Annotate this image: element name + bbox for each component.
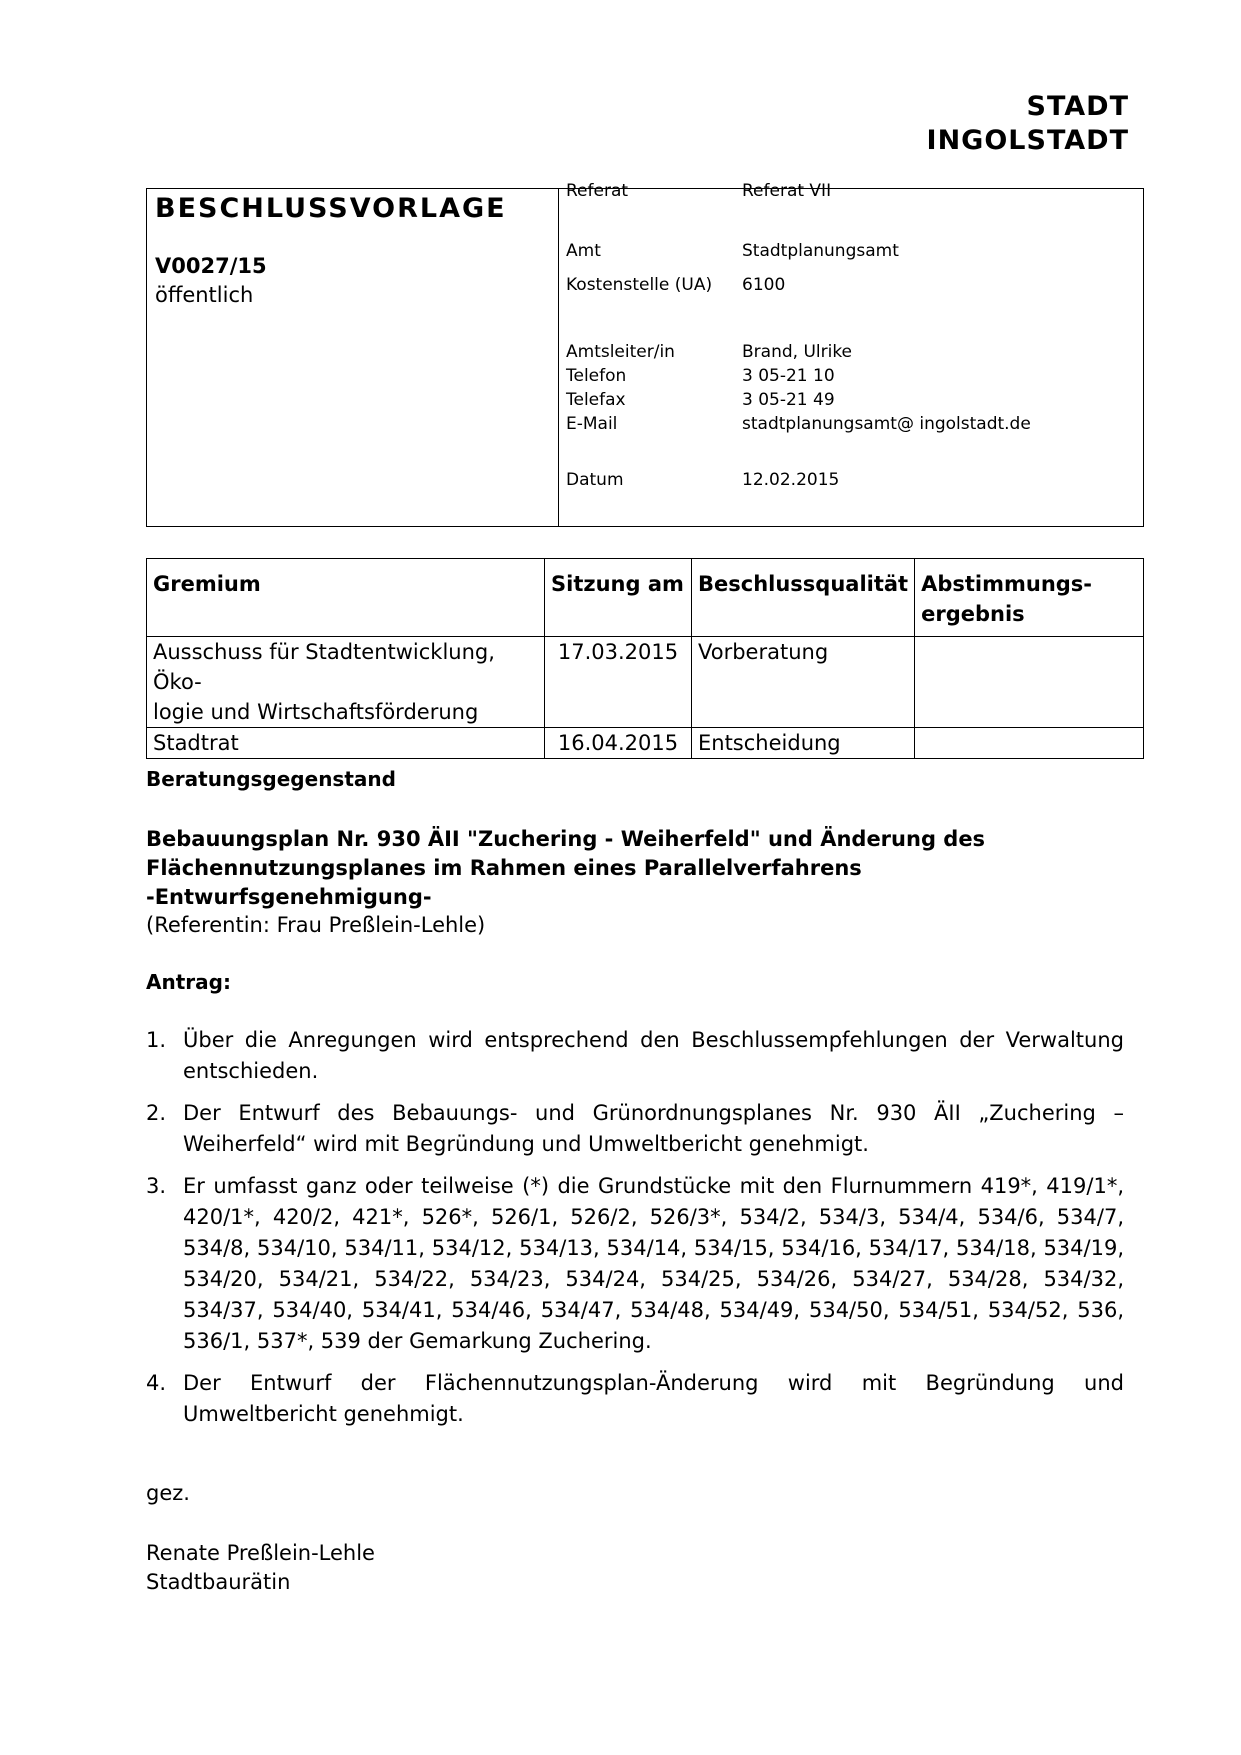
cell-result bbox=[915, 637, 1144, 728]
field-value-telefon: 3 05-21 10 bbox=[742, 366, 835, 386]
cell-date: 17.03.2015 bbox=[545, 637, 692, 728]
field-value-amtsleiter: Brand, Ulrike bbox=[742, 342, 853, 362]
list-item-text: Der Entwurf des Bebauungs- und Grünordnungsplanes Nr. 930 ÄII „Zuchering – Weiherfeld“ wird mit Begründung und Umweltbericht genehmigt. bbox=[183, 1101, 1124, 1156]
signatory-name: Renate Preßlein-Lehle bbox=[146, 1541, 375, 1565]
list-item bbox=[146, 1025, 1124, 1087]
signature-block bbox=[146, 1539, 375, 1597]
field-label-telefax: Telefax bbox=[566, 390, 626, 410]
field-value-telefax: 3 05-21 49 bbox=[742, 390, 835, 410]
signatory-title: Stadtbaurätin bbox=[146, 1570, 291, 1594]
speaker-note: (Referentin: Frau Preßlein-Lehle) bbox=[146, 913, 486, 937]
field-label-amtsleiter: Amtsleiter/in bbox=[566, 342, 675, 362]
list-item bbox=[146, 1368, 1124, 1430]
list-item-text: Der Entwurf der Flächennutzungsplan-Änderung wird mit Begründung und Umweltbericht genehmigt. bbox=[183, 1371, 1124, 1426]
header-abstimmungsergebnis bbox=[915, 559, 1144, 637]
cell-gremium-line1: Ausschuss für Stadtentwicklung, Öko- bbox=[153, 640, 495, 694]
document-header-box bbox=[146, 181, 1144, 527]
field-value-kostenstelle: 6100 bbox=[742, 275, 786, 295]
list-item-number: 1. bbox=[146, 1028, 167, 1052]
header-sitzung: Sitzung am bbox=[545, 559, 692, 637]
field-label-referat: Referat bbox=[566, 181, 629, 201]
list-item-text: Über die Anregungen wird entsprechend den Beschlussempfehlungen der Verwaltung entschieden. bbox=[183, 1028, 1124, 1083]
table-row bbox=[147, 637, 1144, 728]
header-beschlussqualitaet: Beschlussqualität bbox=[692, 559, 915, 637]
field-value-amt: Stadtplanungsamt bbox=[742, 241, 899, 261]
subject-line: -Entwurfsgenehmigung- bbox=[146, 885, 432, 909]
document-visibility: öffentlich bbox=[155, 283, 254, 307]
section-title-beratungsgegenstand: Beratungsgegenstand bbox=[146, 767, 396, 791]
cell-gremium: Stadtrat bbox=[147, 728, 545, 759]
header-abstimmung-line1: Abstimmungs- bbox=[921, 572, 1093, 596]
field-value-referat: Referat VII bbox=[742, 181, 832, 201]
list-item bbox=[146, 1098, 1124, 1160]
document-type: BESCHLUSSVORLAGE bbox=[155, 193, 507, 224]
subject-line: Bebauungsplan Nr. 930 ÄII "Zuchering - Weiherfeld" und Änderung des bbox=[146, 827, 986, 851]
header-gremium: Gremium bbox=[147, 559, 545, 637]
field-label-email: E-Mail bbox=[566, 414, 618, 434]
antrag-list bbox=[146, 1025, 1124, 1441]
field-label-kostenstelle: Kostenstelle (UA) bbox=[566, 275, 713, 295]
org-line-2: INGOLSTADT bbox=[926, 125, 1129, 156]
field-label-telefon: Telefon bbox=[566, 366, 627, 386]
field-value-email[interactable]: stadtplanungsamt@ ingolstadt.de bbox=[742, 414, 1031, 434]
section-title-antrag: Antrag: bbox=[146, 970, 231, 994]
signed-note: gez. bbox=[146, 1481, 190, 1505]
document-id-panel bbox=[147, 189, 559, 526]
list-item-number: 3. bbox=[146, 1174, 167, 1198]
list-item bbox=[146, 1171, 1124, 1357]
table-row bbox=[147, 728, 1144, 759]
cell-quality: Entscheidung bbox=[692, 728, 915, 759]
list-item-text: Er umfasst ganz oder teilweise (*) die Grundstücke mit den Flurnummern 419*, 419/1*, 420/1*, 420/2, 421*, 526*, 526/1, 526/2, 526/3*, 534/2, 534/3, 534/4, 534/6, 534/7, 534/8, 534/10, 534/11, 534/12, 534/13, 534/14, 534/15, 534/16, 534/17, 534/18, 534/19, 534/20, 534/21, 534/22, 534/23, 534/24, 534/25, 534/26, 534/27, 534/28, 534/32, 534/37, 534/40, 534/41, 534/46, 534/47, 534/48, 534/49, 534/50, 534/51, 534/52, 536, 536/1, 537*, 539 der Gemarkung Zuchering. bbox=[183, 1174, 1124, 1353]
cell-date: 16.04.2015 bbox=[545, 728, 692, 759]
header-abstimmung-line2: ergebnis bbox=[921, 602, 1025, 626]
cell-gremium-line2: logie und Wirtschaftsförderung bbox=[153, 700, 479, 724]
cell-gremium bbox=[147, 637, 545, 728]
organization-name bbox=[927, 90, 1129, 158]
field-label-datum: Datum bbox=[566, 470, 624, 490]
list-item-number: 4. bbox=[146, 1371, 167, 1395]
document-number: V0027/15 bbox=[155, 254, 267, 278]
subject-title bbox=[146, 825, 985, 912]
field-label-amt: Amt bbox=[566, 241, 601, 261]
subject-line: Flächennutzungsplanes im Rahmen eines Parallelverfahrens bbox=[146, 856, 862, 880]
table-header-row bbox=[147, 559, 1144, 637]
field-value-datum: 12.02.2015 bbox=[742, 470, 840, 490]
cell-quality: Vorberatung bbox=[692, 637, 915, 728]
org-line-1: STADT bbox=[1026, 91, 1129, 122]
committee-table bbox=[146, 558, 1144, 759]
list-item-number: 2. bbox=[146, 1101, 167, 1125]
cell-result bbox=[915, 728, 1144, 759]
